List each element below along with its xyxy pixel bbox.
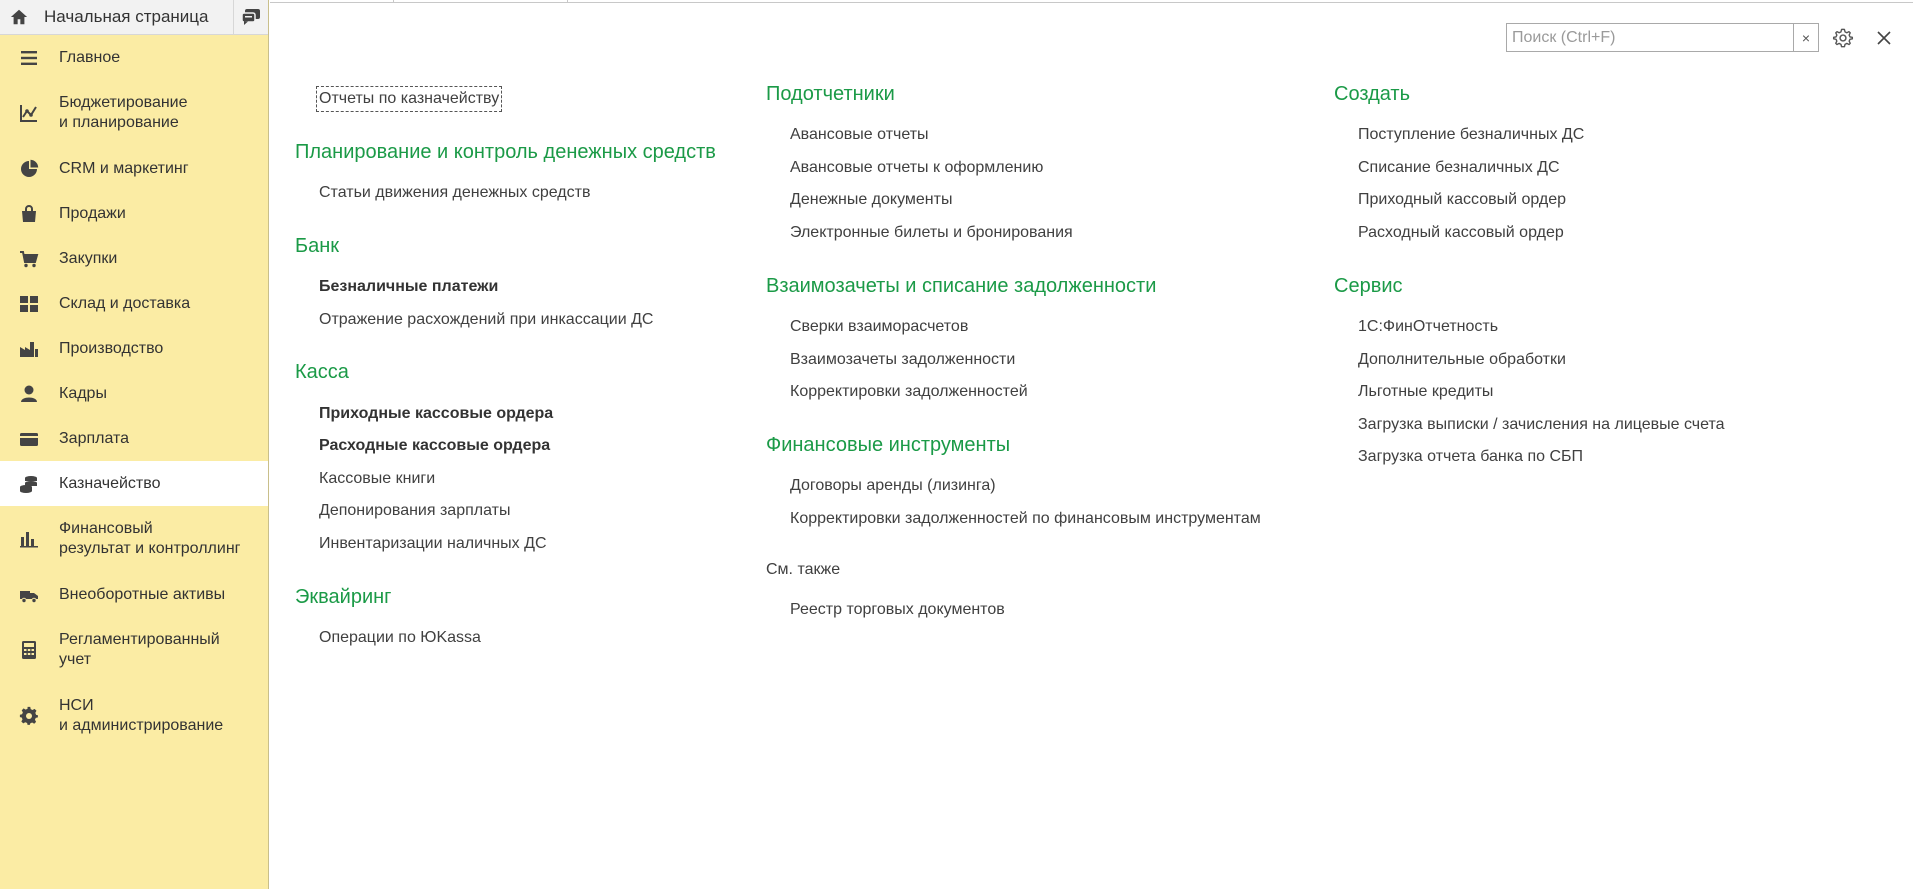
sidebar-item-financial-result[interactable] <box>0 506 268 572</box>
treasury-reports-link[interactable]: Отчеты по казначейству <box>319 90 500 107</box>
sidebar-item-salary[interactable] <box>0 416 268 461</box>
group-title-acquiring: Эквайринг <box>295 586 392 608</box>
link-create-cash-expense-order[interactable]: Расходный кассовый ордер <box>1358 224 1564 241</box>
link-cash-receipt-orders[interactable]: Приходные кассовые ордера <box>319 405 554 422</box>
cart-icon <box>19 249 39 269</box>
group-title-accountables: Подотчетники <box>766 83 895 105</box>
link-trade-documents-registry[interactable]: Реестр торговых документов <box>790 601 1005 618</box>
chat-bubbles-icon <box>241 8 261 26</box>
link-debt-adjustments[interactable]: Корректировки задолженностей <box>790 383 1028 400</box>
group-title-service: Сервис <box>1334 275 1403 297</box>
group-title-offsets: Взаимозачеты и списание задолженности <box>766 275 1157 297</box>
link-collection-discrepancies[interactable]: Отражение расхождений при инкассации ДС <box>319 311 654 328</box>
link-lease-contracts[interactable]: Договоры аренды (лизинга) <box>790 477 996 494</box>
link-reconciliations[interactable]: Сверки взаиморасчетов <box>790 318 969 335</box>
settings-button[interactable] <box>1831 26 1855 50</box>
link-cash-inventories[interactable]: Инвентаризации наличных ДС <box>319 535 547 552</box>
link-e-tickets[interactable]: Электронные билеты и бронирования <box>790 224 1073 241</box>
sidebar-item-label: НСИ и администрирование <box>59 697 224 734</box>
link-create-noncash-writeoff[interactable]: Списание безналичных ДС <box>1358 159 1560 176</box>
sidebar-item-hr[interactable] <box>0 371 268 416</box>
sidebar-item-label: Казначейство <box>59 474 161 492</box>
chat-button[interactable] <box>233 0 268 34</box>
sidebar-item-label: Внеоборотные активы <box>59 585 226 603</box>
sidebar-item-label: CRM и маркетинг <box>59 159 189 177</box>
link-cash-flow-items[interactable]: Статьи движения денежных средств <box>319 184 591 201</box>
link-salary-deposits[interactable]: Депонирования зарплаты <box>319 502 511 519</box>
sidebar-item-warehouse[interactable] <box>0 281 268 326</box>
tab-divider <box>393 0 394 3</box>
sidebar-item-label: Зарплата <box>59 429 130 447</box>
link-additional-processing[interactable]: Дополнительные обработки <box>1358 351 1566 368</box>
group-title-bank: Банк <box>295 235 340 257</box>
link-yukassa-operations[interactable]: Операции по ЮKassa <box>319 629 481 646</box>
sidebar <box>0 0 269 889</box>
gear-icon <box>19 706 39 726</box>
sidebar-item-label: Производство <box>59 339 164 357</box>
chart-trend-icon <box>19 103 39 123</box>
close-button[interactable] <box>1872 26 1896 50</box>
sidebar-item-main[interactable] <box>0 35 268 80</box>
link-load-statement[interactable]: Загрузка выписки / зачисления на лицевые счета <box>1358 416 1725 433</box>
truck-icon <box>19 585 39 605</box>
sidebar-item-treasury[interactable] <box>0 461 268 506</box>
link-fin-instrument-adjustments[interactable]: Корректировки задолженностей по финансовым инструментам <box>790 510 1261 527</box>
sidebar-item-regulated-accounting[interactable] <box>0 617 268 683</box>
link-load-sbp-report[interactable]: Загрузка отчета банка по СБП <box>1358 448 1584 465</box>
group-title-financial-instruments: Финансовые инструменты <box>766 434 1011 456</box>
sidebar-item-label: Склад и доставка <box>59 294 191 312</box>
home-bar[interactable] <box>0 0 268 35</box>
sidebar-item-label: Кадры <box>59 384 107 402</box>
see-also-label: См. также <box>766 561 841 578</box>
link-money-documents[interactable]: Денежные документы <box>790 191 953 208</box>
sidebar-item-label: Продажи <box>59 204 126 222</box>
link-debt-offsets[interactable]: Взаимозачеты задолженности <box>790 351 1016 368</box>
close-icon <box>1876 30 1892 46</box>
coins-stack-icon <box>19 474 39 494</box>
link-1c-finreporting[interactable]: 1С:ФинОтчетность <box>1358 318 1499 335</box>
link-noncash-payments[interactable]: Безналичные платежи <box>319 278 499 295</box>
sidebar-item-budgeting[interactable] <box>0 80 268 146</box>
sidebar-item-fixed-assets[interactable] <box>0 572 268 617</box>
home-label: Начальная страница <box>44 7 209 26</box>
sidebar-item-purchases[interactable] <box>0 236 268 281</box>
tab-strip <box>270 0 1913 3</box>
warehouse-grid-icon <box>19 294 39 314</box>
home-icon <box>10 8 28 26</box>
sidebar-item-label: Закупки <box>59 249 118 267</box>
section-nav <box>0 35 268 749</box>
bar-chart-icon <box>19 529 39 549</box>
search-box <box>1506 23 1819 52</box>
link-create-cash-receipt-order[interactable]: Приходный кассовый ордер <box>1358 191 1567 208</box>
clear-icon: × <box>1801 29 1811 46</box>
tab-divider <box>567 0 568 3</box>
pie-chart-icon <box>19 159 39 179</box>
group-title-planning: Планирование и контроль денежных средств <box>295 141 716 163</box>
sidebar-item-crm[interactable] <box>0 146 268 191</box>
sidebar-item-label: Главное <box>59 48 121 66</box>
group-title-create: Создать <box>1334 83 1411 105</box>
search-clear-button[interactable] <box>1793 24 1818 51</box>
search-input[interactable] <box>1507 24 1793 51</box>
sidebar-item-sales[interactable] <box>0 191 268 236</box>
sidebar-item-nsi-admin[interactable] <box>0 683 268 749</box>
wallet-icon <box>19 429 39 449</box>
link-cash-books[interactable]: Кассовые книги <box>319 470 436 487</box>
sidebar-item-label: Финансовый результат и контроллинг <box>59 520 241 557</box>
sidebar-item-label: Бюджетирование и планирование <box>59 94 188 131</box>
link-advance-reports[interactable]: Авансовые отчеты <box>790 126 929 143</box>
link-preferential-loans[interactable]: Льготные кредиты <box>1358 383 1494 400</box>
link-cash-expense-orders[interactable]: Расходные кассовые ордера <box>319 437 551 454</box>
group-title-cash: Касса <box>295 361 349 383</box>
gear-icon <box>1832 27 1854 49</box>
shopping-bag-icon <box>19 204 39 224</box>
link-create-noncash-receipt[interactable]: Поступление безналичных ДС <box>1358 126 1585 143</box>
sidebar-item-label: Регламентированный учет <box>59 631 220 668</box>
person-icon <box>19 384 39 404</box>
link-advance-reports-to-process[interactable]: Авансовые отчеты к оформлению <box>790 159 1044 176</box>
menu-lines-icon <box>19 48 39 68</box>
calculator-icon <box>19 640 39 660</box>
factory-icon <box>19 339 39 359</box>
sidebar-item-production[interactable] <box>0 326 268 371</box>
